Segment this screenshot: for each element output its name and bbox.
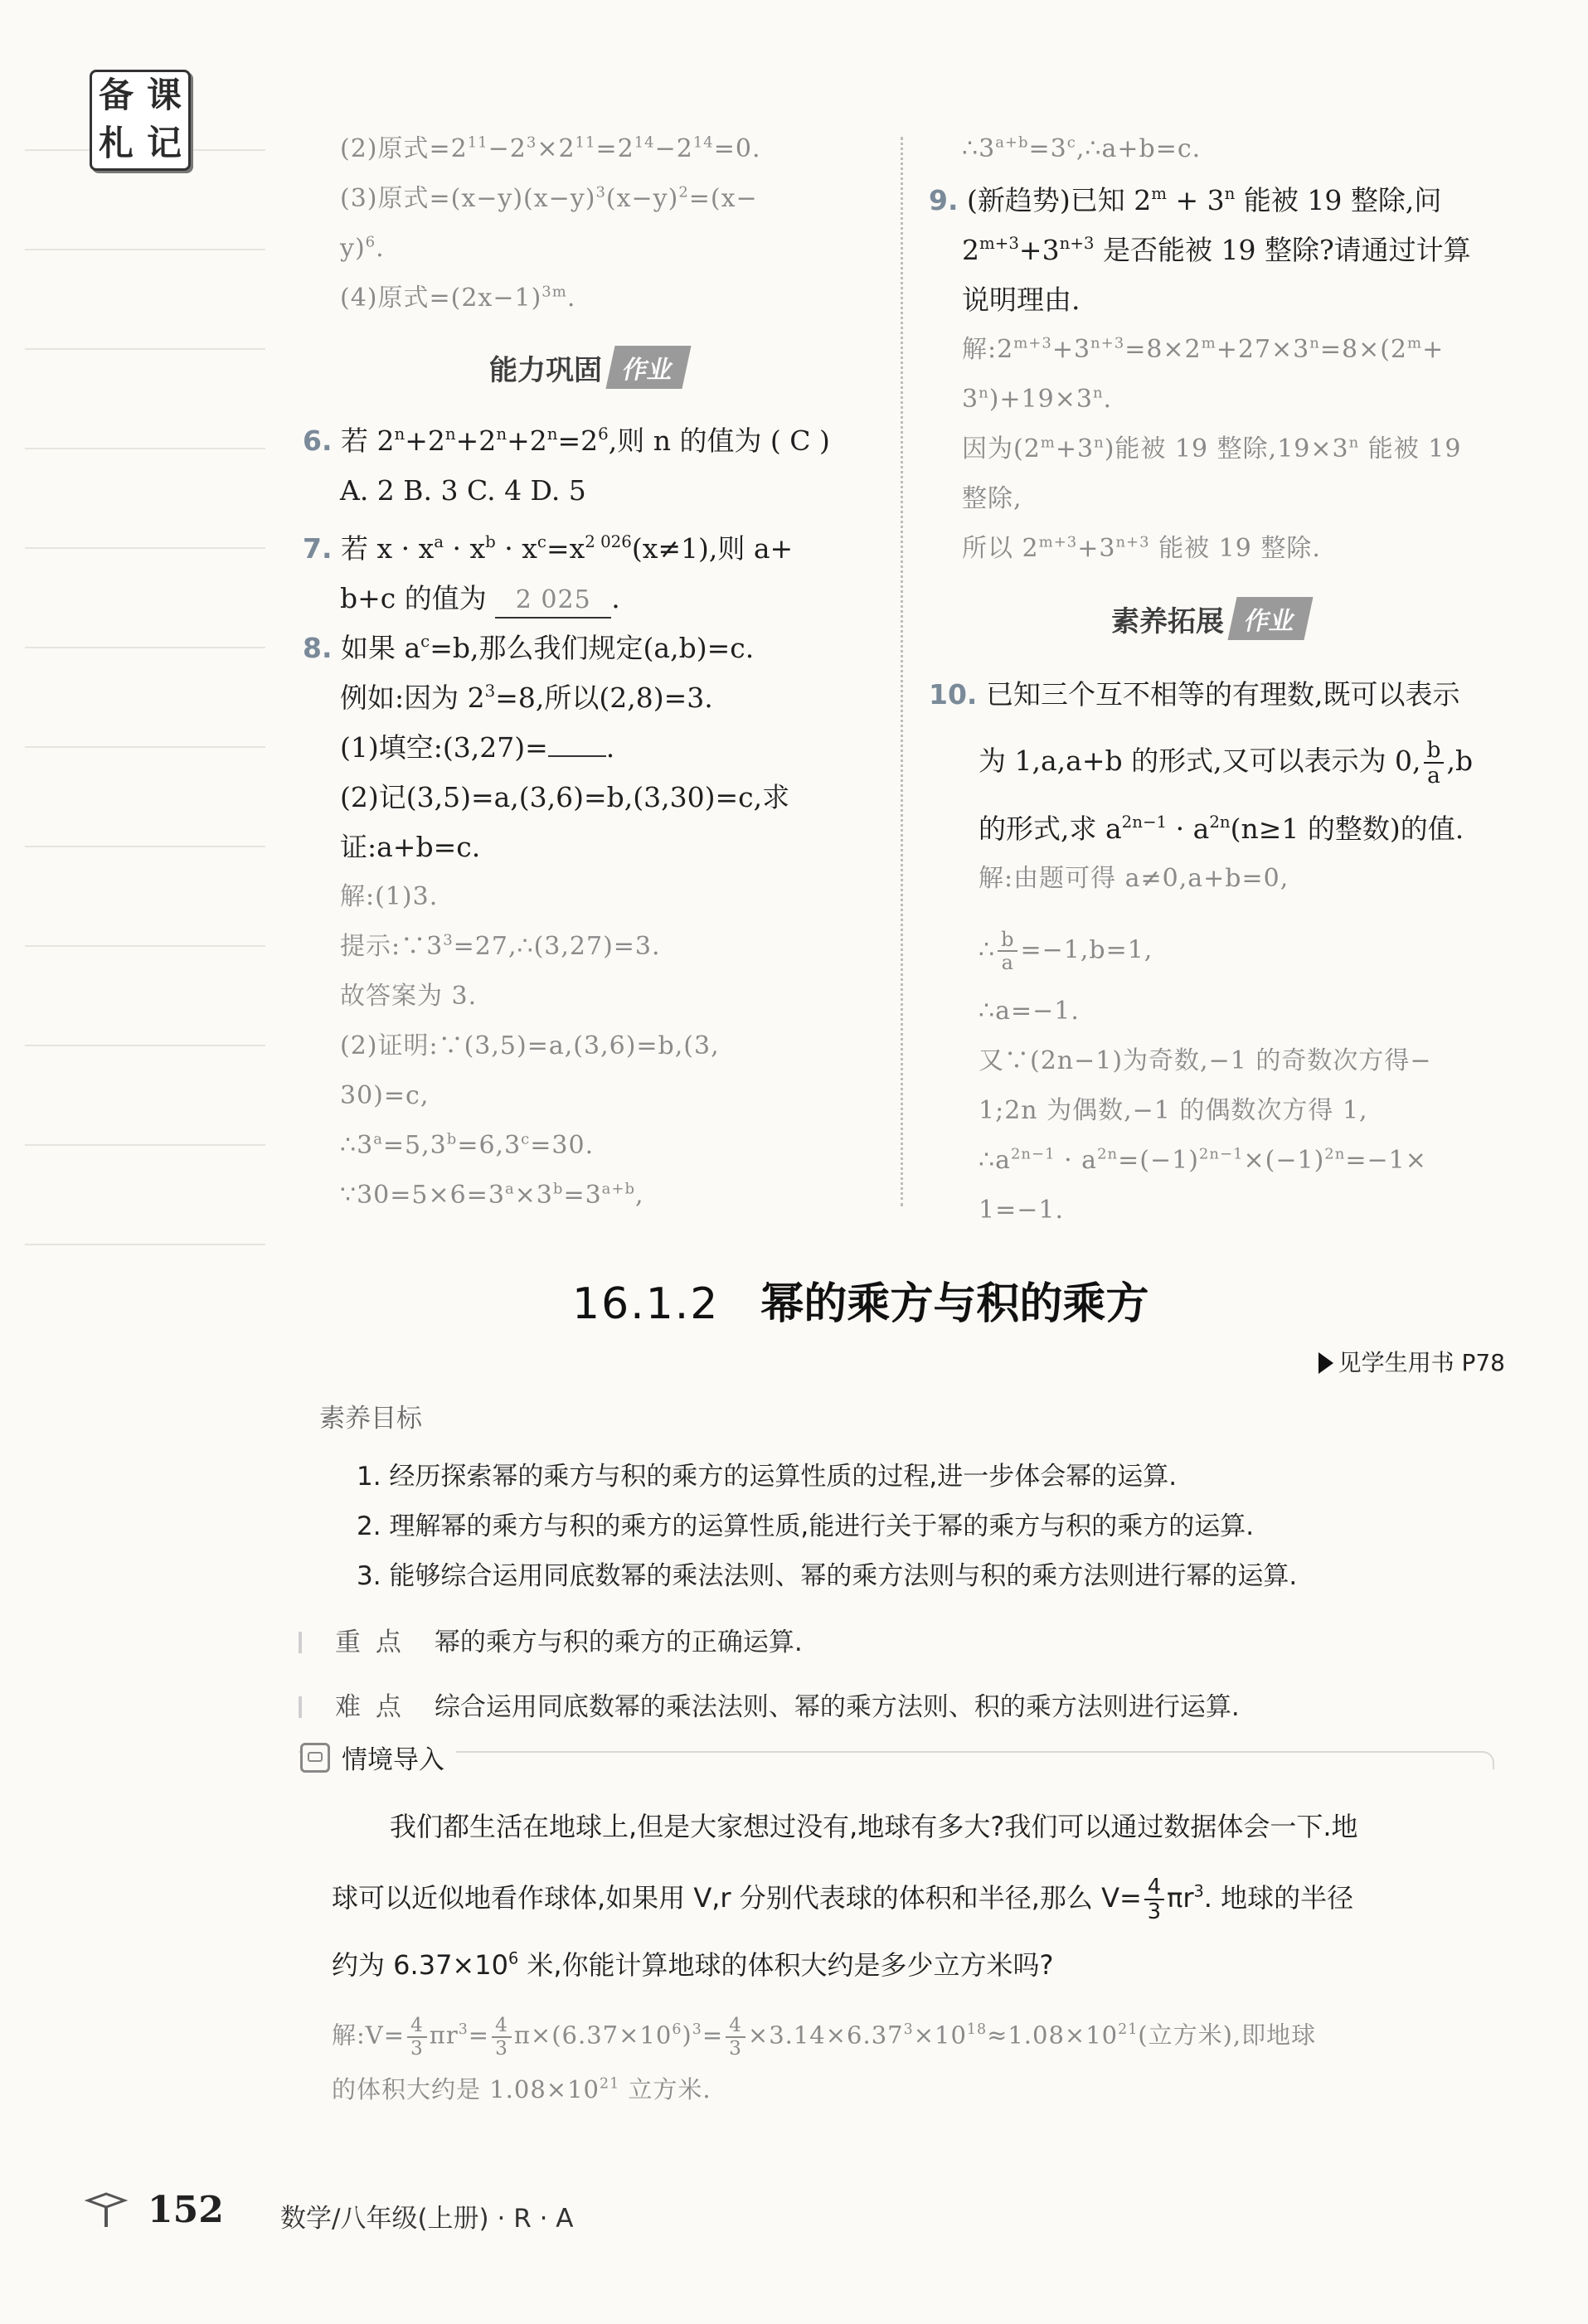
goal-item: 1. 经历探索幂的乘方与积的乘方的运算性质的过程,进一步体会幂的运算. [357, 1462, 1178, 1492]
question-8-part2-line2: 证:a+b=c. [340, 831, 481, 863]
question-6-options: A. 2 B. 3 C. 4 D. 5 [340, 474, 586, 507]
answer-line: 1=−1. [979, 1196, 1064, 1225]
question-10-line3: 的形式,求 $a^{2n-1} \cdot a^{2n}(n\ge 1$ 的整数)的值. [979, 813, 1464, 845]
answer-line: y)$^6$. [340, 233, 385, 263]
page-corner-decoration-icon [81, 2184, 131, 2234]
intro-heading: 情境导入 [300, 1739, 456, 1776]
answer-line: (3)原式$=(x-y)(x-y)^3(x-y)^2=(x-$ [340, 183, 758, 213]
answer-line: 所以 $2^{m+3}+3^{n+3}$ 能被 19 整除. [962, 533, 1321, 563]
question-9-line2: $2^{m+3}+3^{n+3}$ 是否能被 19 整除?请通过计算 [962, 234, 1471, 266]
answer-line: 因为$(2^m+3^n)$能被 19 整除$,19\times 3^n$ 能被 19 [962, 434, 1462, 463]
section-title: 16.1.2 幂的乘方与积的乘方 [572, 1279, 1149, 1329]
stamp-char: 记 [146, 123, 182, 163]
intro-paragraph-line: 我们都生活在地球上,但是大家想过没有,地球有多大?我们可以通过数据体会一下.地 [390, 1811, 1358, 1842]
answer-line: $\therefore 3^{a+b}=3^c,\therefore a+b=c$. [962, 133, 1202, 163]
goals-heading: 素养目标 [319, 1404, 422, 1434]
banner-title: 能力巩固 [489, 353, 602, 387]
banner-title: 素养拓展 [1111, 604, 1224, 638]
answer-line: (2)证明:∵(3,5)=a,(3,6)=b,(3, [340, 1031, 720, 1060]
question-8-example: 例如:因为 $2^3=8$,所以(2,8)=3. [340, 682, 713, 714]
difficulty-point: 难 点 综合运用同底数幂的乘法法则、幂的乘方法则、积的乘方法则进行运算. [299, 1686, 1240, 1723]
answer-line: $\therefore a^{2n-1} \cdot a^{2n}=(-1)^{2n-1}\times(-1)^{2n}=-1\times$ [979, 1145, 1427, 1175]
question-7-line2: b+c 的值为 2 025 . [340, 582, 620, 619]
answer-line: 故答案为 3. [340, 982, 478, 1011]
book-title: 数学/八年级(上册) · R · A [280, 2204, 574, 2234]
answer-line: (4)原式$=(2x-1)^{3m}$. [340, 283, 576, 313]
section-banner-extension [1111, 595, 1309, 642]
stamp-char: 札 [98, 123, 134, 163]
intro-solution-line: 解:V= $\frac{4}{3}$ $\pi r^3=$ $\frac{4}{3}$ $\pi\times(6.37\times 10^6)^3=$ $\frac{4}{3}$ $\times 3.14\times 6.37^3\times 10^{18}\approx 1.08\times 10^{21}$(立方米),即地球 [332, 2014, 1317, 2060]
intro-frame [299, 1751, 1494, 1769]
question-10-line2: 为 1,a,a+b 的形式,又可以表示为 0, $\frac{b}{a}$ ,b [979, 737, 1474, 789]
margin-note-lines [25, 149, 265, 1343]
answer-line: (2)原式$=2^{11}-2^3\times 2^{11}=2^{14}-2^{14}=0$. [340, 133, 761, 163]
answer-line: 解$:2^{m+3}+3^{n+3}=8\times 2^m+27\times 3^n=8\times(2^m+$ [962, 334, 1445, 364]
answer-line: 提示$:\because 3^3=27,\therefore(3,27)=3$. [340, 931, 661, 961]
answer-line: 解:由题可得 a≠0,a+b=0, [979, 864, 1289, 893]
fraction: $\frac{4}{3}$ [407, 2015, 427, 2059]
stamp-char: 备 [98, 75, 134, 115]
student-book-reference: 见学生用书 P78 [1318, 1345, 1505, 1378]
page-number: 152 [148, 2189, 224, 2231]
answer-line: 又∵(2n−1)为奇数,−1 的奇数次方得− [979, 1046, 1432, 1075]
fraction: $\frac{b}{a}$ [998, 929, 1017, 974]
answer-line: 30)=c, [340, 1081, 430, 1110]
stamp-char: 课 [146, 75, 182, 115]
answer-line: 解:(1)3. [340, 882, 439, 911]
answer-line: $3^n)+19\times 3^n$. [962, 384, 1113, 414]
fraction: $\frac{4}{3}$ [726, 2015, 745, 2059]
section-banner-ability [489, 344, 687, 391]
question-8-part2: (2)记(3,5)=a,(3,6)=b,(3,30)=c,求 [340, 781, 790, 813]
question-10: 10. 已知三个互不相等的有理数,既可以表示 [929, 678, 1460, 711]
column-divider [901, 137, 903, 1206]
banner-tag: 作业 [1227, 597, 1313, 640]
answer-line: ∴ $\frac{b}{a}$ =−1,b=1, [979, 928, 1153, 975]
intro-paragraph-line: 球可以近似地看作球体,如果用 V,r 分别代表球的体积和半径,那么 V= $\frac{4}{3}$ $\pi r^3$. 地球的半径 [332, 1875, 1354, 1925]
answer-line: ∴a=−1. [979, 997, 1080, 1026]
question-9: 9. (新趋势)已知 $2^m + 3^n$ 能被 19 整除,问 [929, 184, 1442, 216]
goal-item: 2. 理解幂的乘方与积的乘方的运算性质,能进行关于幂的乘方与积的乘方的运算. [357, 1511, 1255, 1541]
fraction: $\frac{b}{a}$ [1424, 738, 1445, 788]
answer-line: 整除, [962, 484, 1022, 513]
question-8-part1: (1)填空:(3,27)= . [340, 731, 615, 764]
fraction: $\frac{4}{3}$ [1144, 1875, 1164, 1924]
question-6: 6. 若 $2^n+2^n+2^n+2^n=2^6$,则 n 的值为 ( C ) [303, 425, 830, 457]
goal-item: 3. 能够综合运用同底数幂的乘法法则、幂的乘方法则与积的乘方法则进行幂的运算. [357, 1561, 1298, 1591]
banner-tag: 作业 [605, 346, 691, 389]
key-point: 重 点 幂的乘方与积的乘方的正确运算. [299, 1621, 803, 1658]
question-9-line3: 说明理由. [962, 284, 1081, 316]
scenario-icon [300, 1743, 330, 1773]
intro-solution-line: 的体积大约是 $1.08\times 10^{21}$ 立方米. [332, 2075, 711, 2103]
triangle-arrow-icon [1318, 1352, 1333, 1374]
answer-line: $\because 30=5\times 6=3^a\times 3^b=3^{a+b}$, [340, 1180, 644, 1210]
fraction: $\frac{4}{3}$ [492, 2015, 512, 2059]
lesson-notes-stamp [90, 70, 191, 171]
answer-line: 1;2n 为偶数,−1 的偶数次方得 1, [979, 1096, 1368, 1125]
answer-line: $\therefore 3^a=5,3^b=6,3^c=30$. [340, 1130, 595, 1160]
question-7: 7. 若 $x \cdot x^a \cdot x^b \cdot x^c=x^{2 026}(x\ne 1)$,则 a+ [303, 532, 794, 565]
intro-paragraph-line: 约为 $6.37\times 10^6$ 米,你能计算地球的体积大约是多少立方米吗? [332, 1948, 1054, 1981]
question-8: 8. 如果 $a^c=b$,那么我们规定(a,b)=c. [303, 632, 755, 664]
